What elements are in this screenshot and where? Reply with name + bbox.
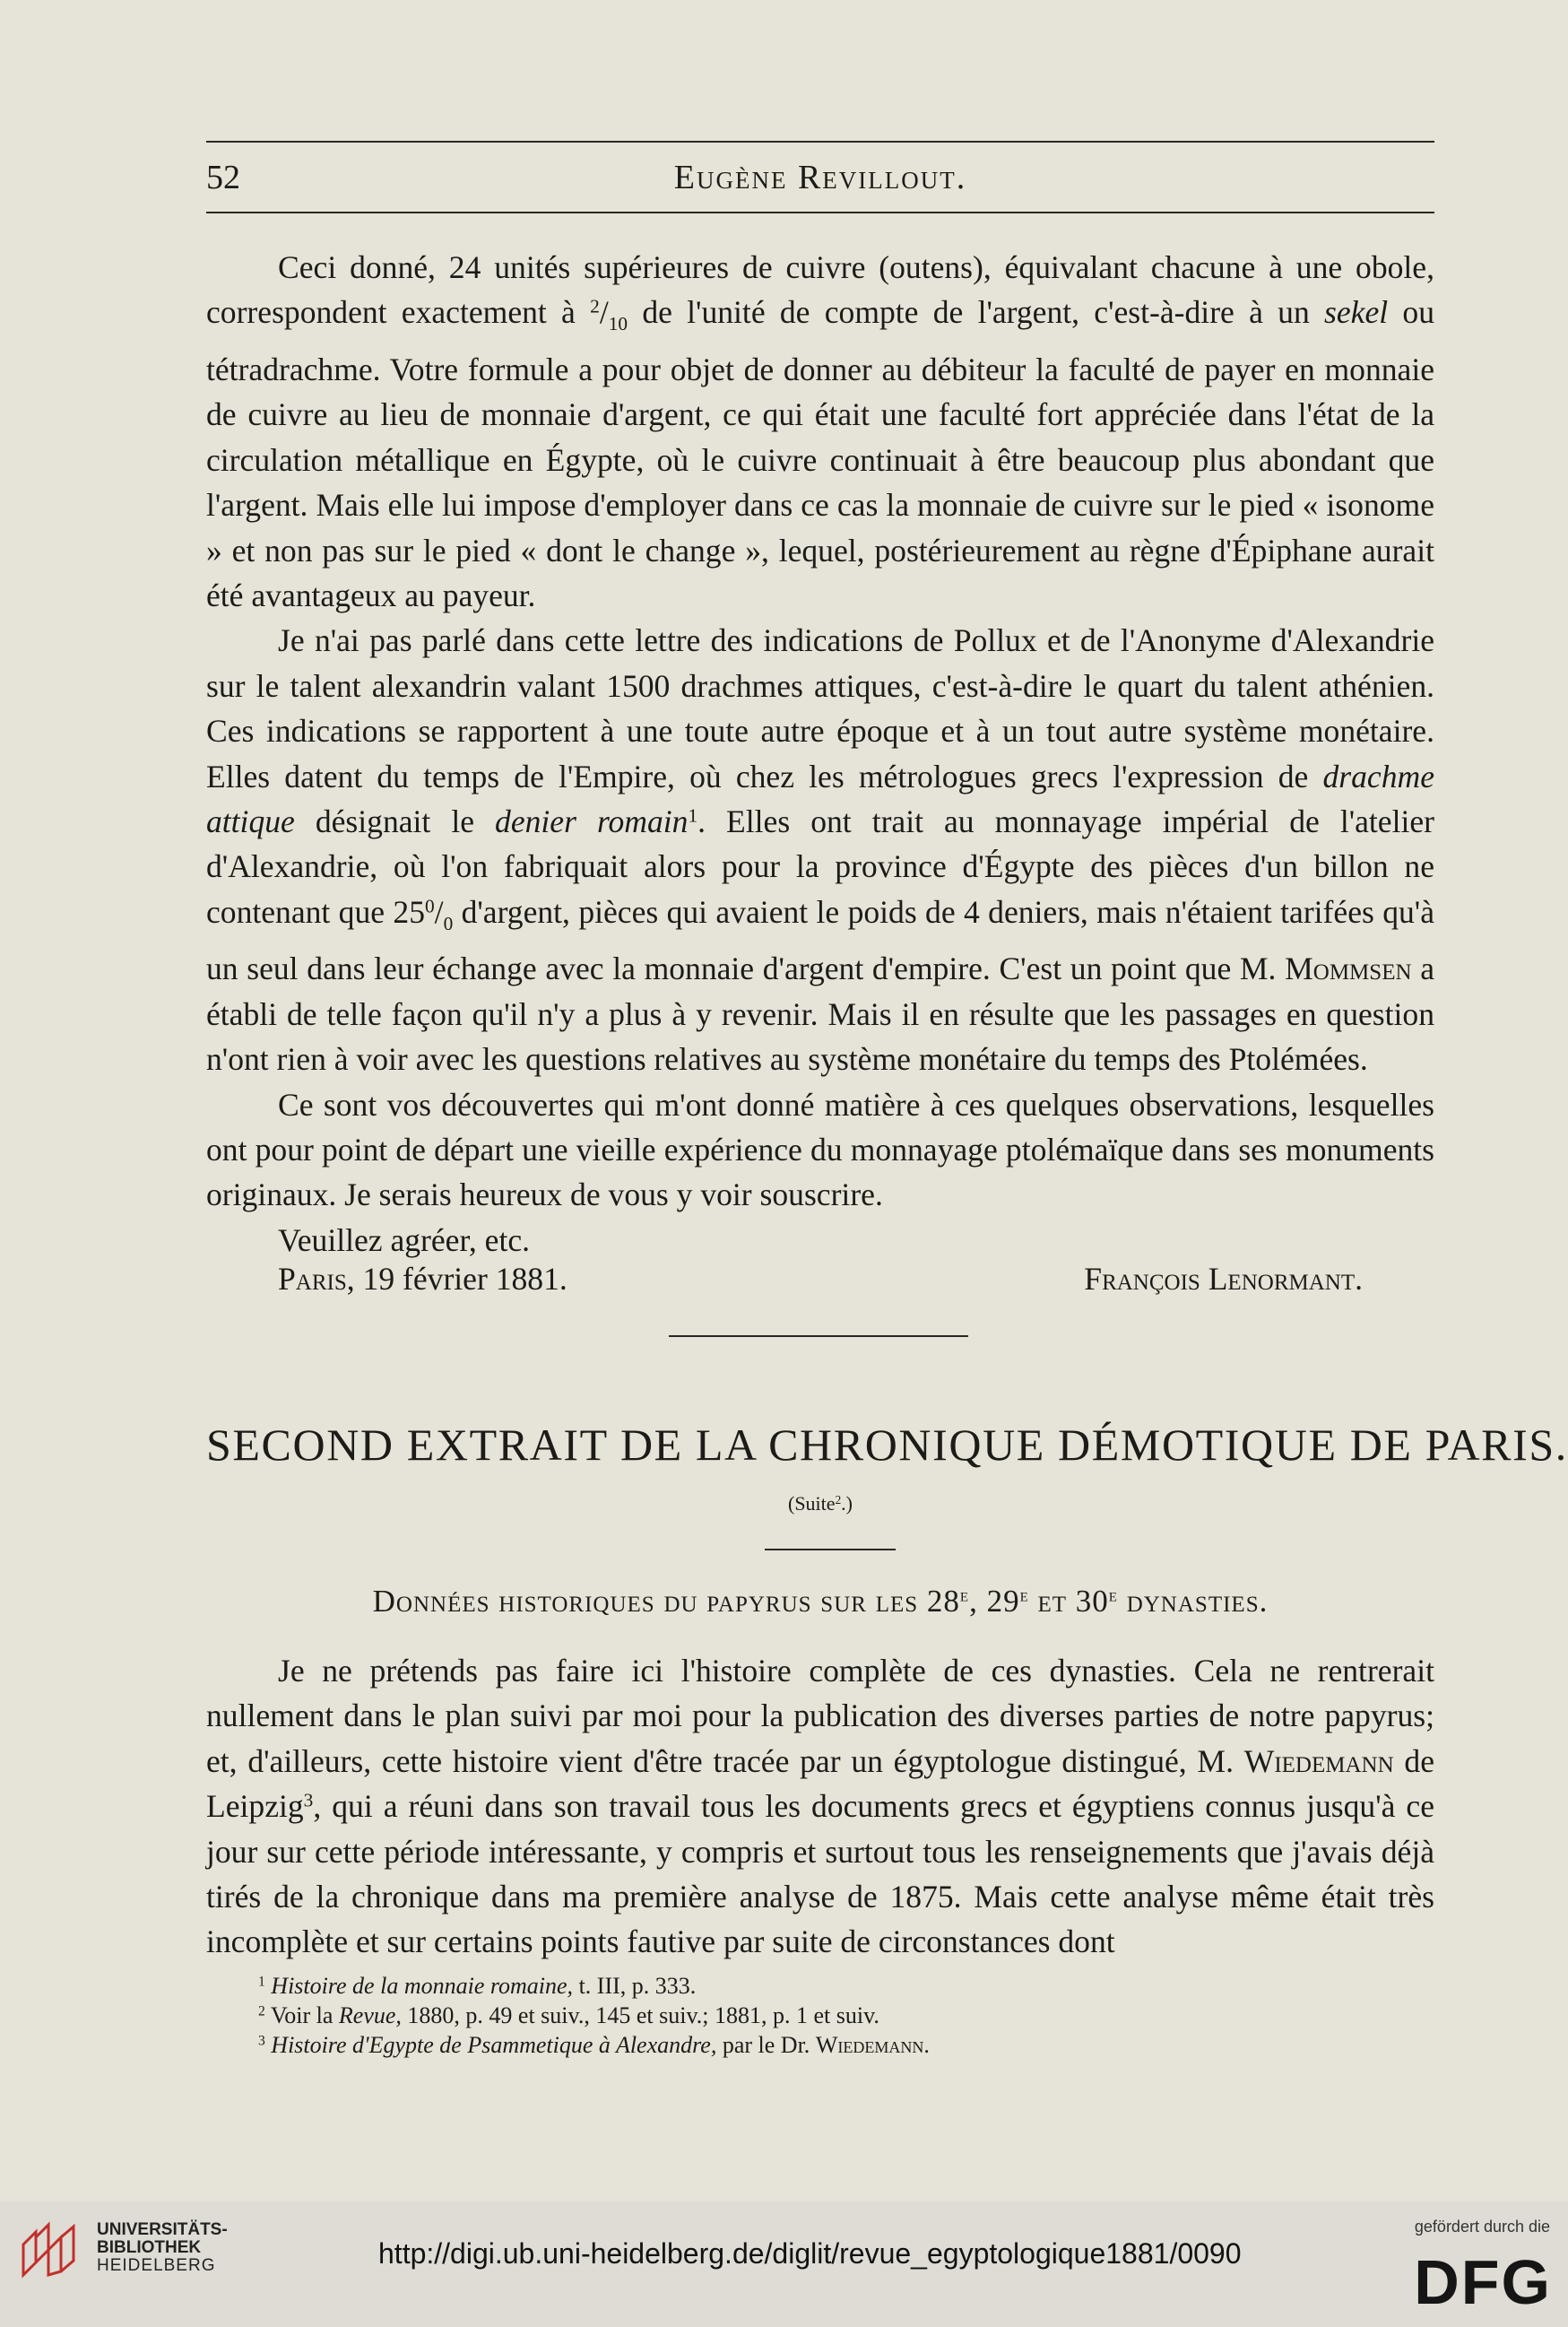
- article-title: SECOND EXTRAIT DE LA CHRONIQUE DÉMOTIQUE DE PARIS.: [206, 1420, 1568, 1470]
- paragraph: Ce sont vos découvertes qui m'ont donné matière à ces quelques observations, lesquelles ont pour point de départ une vieille expérience du monnayage ptolémaïque dans ses monuments originaux. Je serais heureux de vous y voir souscrire.: [206, 1086, 1434, 1213]
- signature-name: François Lenormant.: [1084, 1261, 1363, 1297]
- text-run: par le Dr.: [716, 2032, 816, 2058]
- small-caps-name: Wiedemann: [1243, 1742, 1394, 1779]
- library-name: [97, 2221, 228, 2275]
- fraction-denominator: 10: [608, 313, 628, 335]
- paragraph: Je n'ai pas parlé dans cette lettre des indications de Pollux et de l'Anonyme d'Alexandrie sur le talent alexandrin valant 1500 drachmes attiques, c'est-à-dire le quart du talent athénien. Ces indications se rapportent à une toute autre époque et à un tout autre système monétaire. Elles datent du temps de l'Empire, où chez les métrologues grecs l'expression de drachme attique désignait le denier romain$^1$. Elles ont trait au monnayage impérial de l'atelier d'Alexandrie, où l'on fabriquait alors pour la province d'Égypte des pièces d'un billon ne contenant que $25^0/_0$ d'argent, pièces qui avaient le poids de 4 deniers, mais n'étaient tarifées qu'à un seul dans leur échange avec la monnaie d'argent d'empire. C'est un point que M. Mommsen a établi de telle façon qu'il n'y a plus à y revenir. Mais il en résulte que les passages en question n'ont rien à voir avec les questions relatives au système monétaire du temps des Ptolémées.: [206, 622, 1435, 1078]
- article-suite-note: [206, 1492, 1434, 1515]
- text-run: d'argent, pièces qui avaient le poids de 4 deniers, mais n'étaient tarifées qu'à un seul dans leur échange avec la monnaie d'argent d'empire. C'est un point que M.: [206, 893, 1434, 987]
- percent-sign-top: 0: [425, 895, 435, 917]
- footnote-1: [206, 1971, 1434, 2001]
- text-run: (Suite: [788, 1492, 836, 1515]
- footnote-ref[interactable]: 3: [303, 1789, 314, 1811]
- footnote-number: 3: [258, 2033, 265, 2049]
- percent-sign-bottom: 0: [443, 912, 454, 934]
- text-run: t. III, p. 333.: [573, 1973, 697, 1999]
- ordinal-suffix: e: [1108, 1584, 1118, 1606]
- header-rule-bottom: [206, 212, 1434, 213]
- permalink-url[interactable]: http://digi.ub.uni-heidelberg.de/diglit/revue_egyptologique1881/0090: [378, 2237, 1242, 2270]
- letter-body: [206, 245, 1434, 1263]
- footnote-number: 1: [258, 1974, 265, 1990]
- running-head-author: Eugène Revillout.: [673, 159, 967, 196]
- text-run: Données historiques du papyrus sur les 28: [372, 1584, 960, 1619]
- text-run: désignait le: [294, 803, 496, 839]
- footnote-number: 2: [258, 2003, 265, 2019]
- ordinal-suffix: e: [1019, 1584, 1029, 1606]
- section-subtitle: [206, 1584, 1434, 1619]
- text-run: de Leipzig: [206, 1742, 1434, 1825]
- library-logo-icon: [16, 2218, 81, 2282]
- fraction-numerator: 2: [590, 295, 600, 317]
- italic-title: Histoire de la monnaie romaine,: [271, 1973, 574, 1999]
- small-caps-name: Mommsen: [1285, 951, 1412, 987]
- library-line: BIBLIOTHEK: [97, 2238, 202, 2257]
- running-header: [206, 145, 1434, 199]
- text-run: . Elles ont trait au monnayage impérial de l'atelier d'Alexandrie, où l'on fabriquait alors pour la province d'Égypte des pièces d'un billon ne contenant que 25: [206, 803, 1434, 930]
- text-run: Voir la: [270, 2002, 339, 2028]
- text-run: dynasties.: [1117, 1584, 1269, 1619]
- italic-title: Histoire d'Egypte de Psammetique à Alexandre,: [271, 2032, 717, 2058]
- small-caps-name: Wiedemann.: [815, 2032, 930, 2058]
- article-body: [206, 1648, 1434, 1965]
- footnote-3: [206, 2030, 1434, 2060]
- paragraph: Veuillez agréer, etc.: [278, 1221, 531, 1258]
- text-run: 1880, p. 49 et suiv., 145 et suiv.; 1881, p. 1 et suiv.: [401, 2002, 879, 2028]
- signature-city: Paris: [278, 1261, 347, 1297]
- section-divider: [669, 1335, 968, 1337]
- text-run: a établi de telle façon qu'il n'y a plus à y revenir. Mais il en résulte que les passages en question n'ont rien à voir avec les questions relatives au système monétaire du temps des Ptolémées.: [206, 951, 1435, 1078]
- funding-note: gefördert durch die: [1414, 2218, 1550, 2236]
- footer-bar: [0, 2201, 1568, 2327]
- library-line: HEIDELBERG: [97, 2256, 216, 2275]
- footnotes: [206, 1971, 1434, 2060]
- signature-date: , 19 février 1881.: [346, 1261, 567, 1297]
- header-rule-top: [206, 141, 1434, 143]
- italic-term: drachme attique: [206, 758, 1434, 839]
- footnote-ref[interactable]: 2: [835, 1492, 842, 1506]
- text-run: , 29: [969, 1584, 1020, 1619]
- footnote-2: [206, 2001, 1434, 2030]
- italic-title: Revue,: [338, 2002, 402, 2028]
- paragraph: [206, 1648, 1434, 1965]
- text-run: de l'unité de compte de l'argent, c'est-à-dire à un: [628, 294, 1325, 331]
- text-run: Je n'ai pas parlé dans cette lettre des indications de Pollux et de l'Anonyme d'Alexandrie sur le talent alexandrin valant 1500 drachmes attiques, c'est-à-dire le quart du talent athénien. Ces indications se rapportent à une toute autre époque et à un tout autre système monétaire. Elles datent du temps de l'Empire, où chez les métrologues grecs l'expression de: [206, 622, 1434, 794]
- italic-term: sekel: [1324, 294, 1389, 331]
- page-number: 52: [206, 159, 240, 196]
- text-run: Ceci donné, 24 unités supérieures de cuivre (outens), équivalant chacune à une obole, correspondent exactement à: [206, 249, 1434, 331]
- signature-place-date: [278, 1256, 567, 1301]
- footnote-ref[interactable]: 1: [688, 804, 698, 827]
- dfg-logo: DFG: [1414, 2247, 1552, 2317]
- ordinal-suffix: e: [959, 1584, 970, 1606]
- library-line: UNIVERSITÄTS-: [97, 2220, 228, 2239]
- italic-term: denier romain: [495, 803, 689, 839]
- title-divider: [765, 1549, 896, 1550]
- text-run: .): [841, 1492, 853, 1515]
- text-run: Je ne prétends pas faire ici l'histoire complète de ces dynasties. Cela ne rentrerait nullement dans le plan suivi par moi pour la publication des diverses parties de notre papyrus; et, d'ailleurs, cette histoire vient d'être tracée par un égyptologue distingué, M.: [206, 1653, 1434, 1779]
- text-run: , qui a réuni dans son travail tous les documents grecs et égyptiens connus jusqu'à ce jour sur cette période intéressante, y compris et surtout tous les renseignements que j'avais déjà tirés de la chronique dans ma première analyse de 1875. Mais cette analyse même était très incomplète et sur certains points fautive par suite de circonstances dont: [206, 1788, 1434, 1960]
- text-run: et 30: [1028, 1584, 1109, 1619]
- text-run: ou tétradrachme. Votre formule a pour objet de donner au débiteur la faculté de payer en monnaie de cuivre au lieu de monnaie d'argent, ce qui était une faculté fort appréciée dans l'état de la circulation métallique en Égypte, où le cuivre continuait à être beaucoup plus abondant que l'argent. Mais elle lui impose d'employer dans ce cas la monnaie de cuivre sur le pied « isonome » et non pas sur le pied « dont le change », lequel, postérieurement au règne d'Épiphane aurait été avantageux au payeur.: [206, 294, 1434, 613]
- paragraph: Ceci donné, 24 unités supérieures de cuivre (outens), équivalant chacune à une obole, correspondent exactement à $^2/_{10}$ de l'unité de compte de l'argent, c'est-à-dire à un sekel ou tétradrachme. Votre formule a pour objet de donner au débiteur la faculté de payer en monnaie de cuivre au lieu de monnaie d'argent, ce qui était une faculté fort appréciée dans l'état de la circulation métallique en Égypte, où le cuivre continuait à être beaucoup plus abondant que l'argent. Mais elle lui impose d'employer dans ce cas la monnaie de cuivre sur le pied « isonome » et non pas sur le pied « dont le change », lequel, postérieurement au règne d'Épiphane aurait été avantageux au payeur.: [206, 249, 1434, 613]
